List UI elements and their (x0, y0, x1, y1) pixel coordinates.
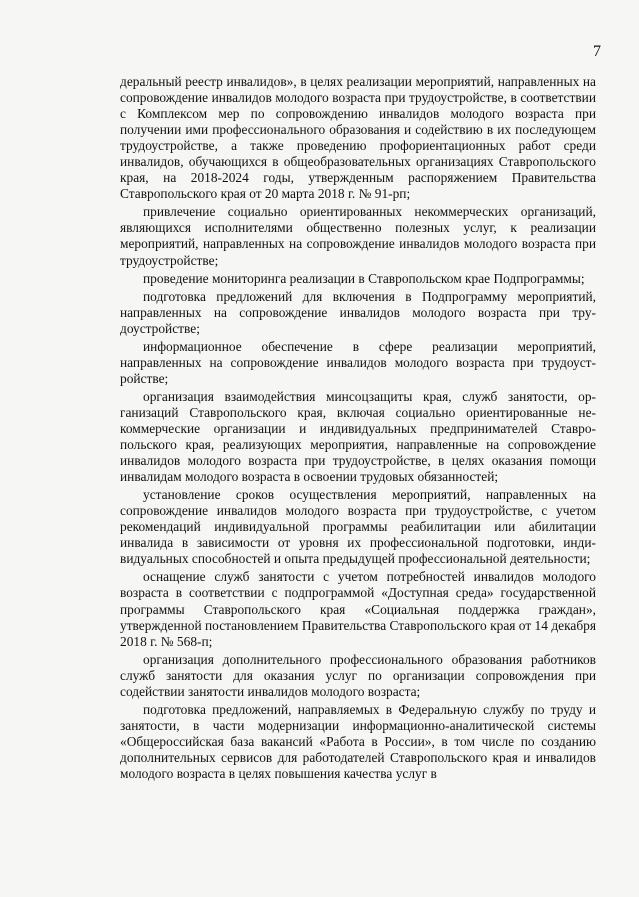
paragraph: информационное обеспечение в сфере реализации мероприятий, направленных на сопровождение инвалидов молодого возраста при трудоустройстве; (120, 338, 596, 386)
paragraph: организация дополнительного профессионального образования работников служб занятости для оказания услуг по организации сопровождения при содействии занятости инвалидов молодого возраста; (120, 651, 596, 699)
paragraph-continuation: деральный реестр инвалидов», в целях реализации мероприятий, направленных на сопровождение инвалидов молодого возраста при трудоустройстве, в соответствии с Комплексом мер по сопровождению инвалидов молодого возраста при получении ими профессионального образования и содействию в их последующем трудоустройстве, а также проведению профориентационных работ среди инвалидов, обучающихся в общеобразовательных организациях Ставропольского края, на 2018-2024 годы, утвержденным распоряжением Правительства Ставропольского края от 20 марта 2018 г. № 91-рп; (120, 74, 596, 202)
document-body (120, 74, 596, 784)
paragraph: установление сроков осуществления мероприятий, направленных на сопровождение инвалидов молодого возраста при трудоустройстве, с учетом рекомендаций индивидуальной программы реабилитации или абилитации инвалида в зависимости от уровня их профессиональной подготовки, индивидуальных способностей и опыта предыдущей профессиональной деятельности; (120, 487, 596, 567)
paragraph: подготовка предложений, направляемых в Федеральную службу по труду и занятости, в части модернизации информационно-аналитической системы «Общероссийская база вакансий «Работа в России», в том числе по созданию дополнительных сервисов для работодателей Ставропольского края и инвалидов молодого возраста в целях повышения качества услуг в (120, 701, 596, 781)
paragraph: привлечение социально ориентированных некоммерческих организаций, являющихся исполнителями общественно полезных услуг, к реализации мероприятий, направленных на сопровождение инвалидов молодого возраста при трудоустройстве; (120, 204, 596, 268)
paragraph: организация взаимодействия минсоцзащиты края, служб занятости, организаций Ставропольского края, включая социально ориентированные некоммерческие организации и индивидуальных предпринимателей Ставропольского края, реализующих мероприятия, направленные на сопровождение инвалидов молодого возраста при трудоустройстве, в целях оказания помощи инвалидам молодого возраста в освоении трудовых обязанностей; (120, 388, 596, 485)
paragraph: проведение мониторинга реализации в Ставропольском крае Подпрограммы; (143, 270, 585, 286)
paragraph: оснащение служб занятости с учетом потребностей инвалидов молодого возраста в соответствии с подпрограммой «Доступная среда» государственной программы Ставропольского края «Социальная поддержка граждан», утвержденной постановлением Правительства Ставропольского края от 14 декабря 2018 г. № 568-п; (120, 569, 596, 649)
paragraph: подготовка предложений для включения в Подпрограмму мероприятий, направленных на сопровождение инвалидов молодого возраста при трудоустройстве; (120, 288, 596, 336)
page-number: 7 (593, 43, 601, 60)
